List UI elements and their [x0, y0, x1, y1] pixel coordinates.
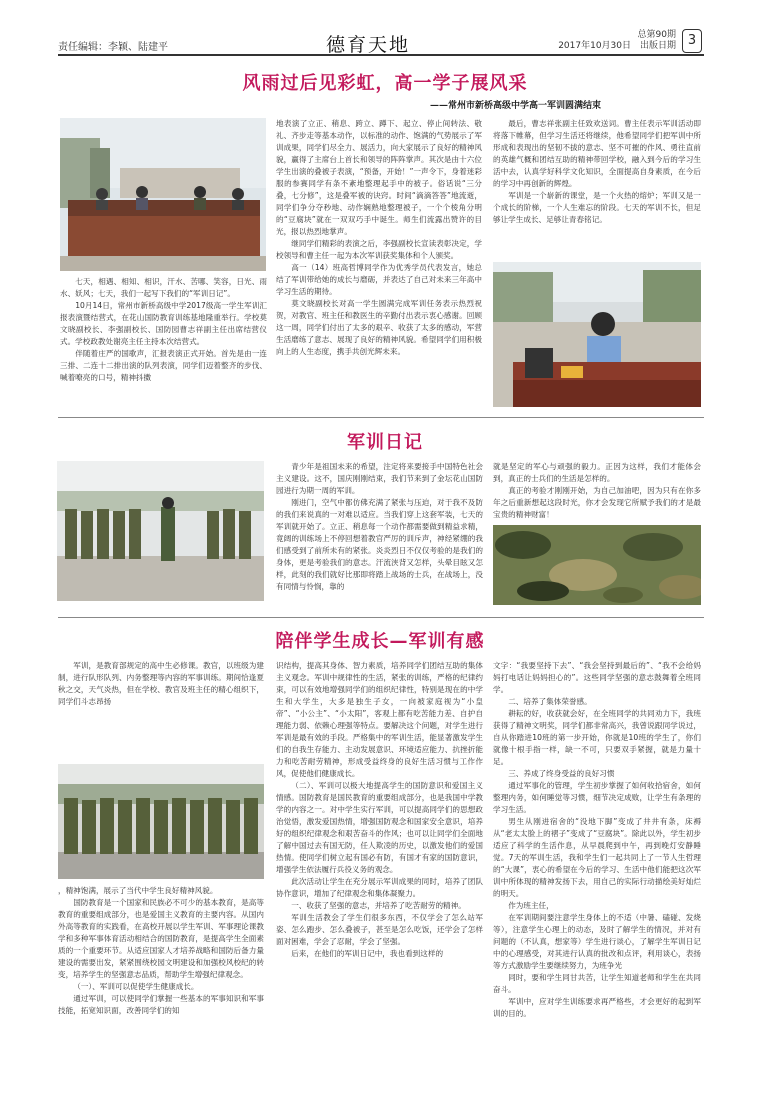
section-divider [58, 417, 704, 418]
article2-column-1 [276, 461, 483, 593]
paragraph: 国防教育是一个国家和民族必不可少的基本教育，是高等教育的重要组成部分，也是爱国主义教育的主要内容。从国内外高等教育的实践看，在高校开展以学生军训、军事理论课教学和多种军事体育活动相结合的国防教育，是提高学生全面素质的一个重要环节。从适应国家人才培养战略和国防后备力量建设的需要出发，紧紧围绕校园文明建设和加强校风校纪的转变，培养学生的坚强意志品质，帮助学生增强纪律观念。 [58, 898, 264, 979]
paragraph: 继同学们精彩的表演之后，李强副校长宣读表彰决定，学校领导和曹主任一起为本次军训获奖集体和个人颁奖。 [276, 239, 482, 260]
paragraph: 莫文晓副校长对高一学生圆满完成军训任务表示热烈祝贺，对教官、班主任和教医生的辛勤付出表示衷心感谢。回顾这一周，同学们付出了太多的艰辛、收获了太多的感动，军营生活磨练了意志、展现了良好的精神风貌。希望同学们用积极向上的人生态度，携手共创光辉未来。 [276, 299, 482, 356]
issue-number: 总第90期 [637, 30, 676, 40]
article2-title: 军训日记 [347, 432, 423, 453]
editors-line: 责任编辑：李颖、陆建平 [58, 42, 168, 53]
paragraph: 青少年是祖国未来的希望，注定将来要接手中国特色社会主义建设。这不，国庆刚刚结束，我们节来到了金坛花山国防园进行为期一周的军训。 [276, 462, 483, 495]
page-number: 3 [682, 29, 702, 53]
article1-column-3 [493, 118, 701, 226]
section-divider [58, 617, 704, 618]
article3-title: 陪伴学生成长—军训有感 [275, 631, 485, 652]
article2-column-2 [493, 461, 701, 521]
paragraph: 同时，要和学生同甘共苦，让学生知道老师和学生在共同奋斗。 [493, 973, 701, 994]
article1-column-1 [60, 276, 267, 384]
paragraph: （一）、军训可以促使学生健康成长。 [73, 982, 199, 991]
paragraph: ，精神饱满，展示了当代中学生良好精神风貌。 [58, 886, 218, 895]
masthead-title: 德育天地 [326, 34, 411, 56]
paragraph: 后来，在他们的军训日记中，我也看到这样的 [291, 949, 444, 958]
paragraph: 文字：“我要坚持下去”、“我会坚持到最后的”、“我不会给妈妈打电话让妈妈担心的”。这些同学坚强的意志鼓舞着全班同学。 [493, 661, 701, 694]
article3-column-1-bottom [58, 885, 264, 1017]
paragraph: 军训中，应对学生训练要求再严格些，才会更好的起到军训的目的。 [493, 997, 701, 1018]
paragraph: 就是坚定的军心与顽强的毅力。正因为这样，我们才能体会到，真正的士兵们的生活是怎样的。 [493, 462, 701, 483]
drill-photo [57, 461, 264, 601]
paragraph: 10月14日，常州市新桥高级中学2017级高一学生军训汇报表演暨结营式，在花山国防教育训练基地隆重举行。学校莫文晓副校长、李强副校长、国防园曹志祥副主任出席结营仪式。学校政教处谢亮主任主持本次结营式。 [60, 301, 267, 346]
paragraph: 伴随着庄严的国歌声，汇报表演正式开始。首先是由一连三排、二连十二排出演的队列表演，同学们迈着整齐的步伐、喊着嘹亮的口号，精神抖擞 [60, 349, 267, 382]
article1-byline: ——常州市新桥高级中学高一军训圆满结束 [430, 101, 602, 111]
paragraph: 三、养成了终身受益的良好习惯 [508, 769, 615, 778]
paragraph: 此次活动让学生在充分展示军训成果的同时，培养了团队协作意识，增加了纪律观念和集体凝聚力。 [276, 877, 483, 898]
article1-title: 风雨过后见彩虹，高一学子展风采 [242, 73, 528, 94]
camouflage-photo [493, 525, 701, 605]
paragraph: 军训生活教会了学生们很多东西，不仅学会了怎么站军姿、怎么跑步、怎么叠被子，甚至是怎么吃饭，还学会了怎样面对困难，学会了忍耐，学会了坚强。 [276, 913, 483, 946]
issue-date: 2017年10月30日 出版日期 [558, 41, 676, 51]
paragraph: 识结构，提高其身体、智力素质，培养同学们团结互助的集体主义观念。军训中规律性的生活，紧张的训练，严格的纪律约束，可以有效地增强同学们的组织纪律性，特别是现在的中学生和大学生，大多是独生子女，一向被家庭视为“小皇帝”、“小公主”、“小太阳”，客观上都有吃苦能力差、自护自理能力弱、依赖心理强等特点。要解决这个问题，对学生进行军训是最有效的手段。严格集中的军训生活，能显著激发学生们的自我生存能力、主动发展意识、环境适应能力、抗挫折能力和吃苦耐劳精神，形成受益终身的良好生活习惯与工作作风，促使他们健康成长。 [276, 661, 483, 778]
paragraph: 地表演了立正、稍息、跨立、蹲下、起立、停止间转法、敬礼、齐步走等基本动作，以标准的动作、饱满的气势展示了军训成果，同学们尽全力、展活力，向大家展示了良好的精神风貌，赢得了主席台上首长和领导的阵阵掌声。其次是由十六位学生出演的叠被子表演，“预备，开始！”一声令下，身着迷彩服的参赛同学有条不紊地整理起手中的被子。俗话说“三分叠，七分修”，这是叠军被的诀窍。时间“滴滴答答”地流逝，同学们争分夺秒地、动作娴熟地整理被子，一个个棱角分明的“豆腐块”就在一双双巧手中诞生。师生们流露出赞许的目光，报以热烈地掌声。 [276, 119, 482, 236]
speaker-photo [493, 262, 701, 407]
ceremony-photo [60, 118, 266, 271]
paragraph: 通过军事化的管理，学生初步掌握了如何收拾宿舍，如何整理内务，如何睡觉等习惯，细节决定成败，让学生有条理的学习生活。 [493, 781, 701, 814]
paragraph: 七天，相遇、相知、相识，汗水、苦哪、笑容，日光、雨水、妖风；七天，我们一起写下我们的“军训日记”。 [60, 277, 267, 298]
article3-column-1-top [58, 660, 264, 708]
paragraph: 耕耘的好，收获就会好，在全班同学的共同劝力下，我班获得了精神文明奖，同学们都非常高兴，我曾说跟同学说过，自从你踏进10班的第一步开始，你就是10班的学生了，你们就像十根手指一样，缺一不可，只要双手紧握，就是力量十足。 [493, 709, 701, 766]
issue-info [558, 30, 676, 52]
paragraph: 军训是一个崭新的课堂，是一个火热的熔炉；军训又是一个成长的阶梯，一个人生难忘的阶段。七天的军训不长，但足够让学生成长、足够让青春铭记。 [493, 191, 701, 224]
paragraph: 刚进门，空气中都仿佛充满了紧张与压迫，对于我不及防的我们来说真的一对难以适应。当我们穿上这套军装，七天的军训就开始了。立正、稍息每一个动作都需要做到精益求精，竟阔的训练场上不停回想着教官严厉的训斥声，神经紧绷的我们感受到了前所未有的紧张。炎炎烈日不仅仅考验的是我们的身体，更是考验我们的意志。汗流浃背又怎样，头晕目眩又怎样，此刻的我们就好比那即将踏上战场的士兵，在战场上，没有同情与怜悯，靠的 [276, 498, 483, 591]
paragraph: 在军训期间要注意学生身体上的不适（中暑、磕碰、发烧等），注意学生心理上的动态，及时了解学生的情况，并对有问题的（不认真，想家等）学生进行谈心，了解学生军训日记中的心理感受，对其进行认真的批改和点评，利用谈心，表扬等方式激励学生要继续努力，为班争光 [493, 913, 701, 970]
paragraph: 作为班主任， [508, 901, 554, 910]
paragraph: 最后，曹志祥张副主任致欢送词。曹主任表示军训活动即将落下帷幕，但学习生活还将继续，他希望同学们把军训中所形成和表现出的坚韧不拔的意志、坚不可摧的作风、勇往直前的英雄气概和团结互助的精神带回学校，融入到今后的学习生活中去，认真学好科学文化知识，全面提高自身素质，在今后的学习中再创新的辉煌。 [493, 119, 701, 188]
page-header [58, 30, 704, 56]
parade-photo [58, 764, 264, 879]
paragraph: 一、收获了坚强的意志，并培养了吃苦耐劳的精神。 [291, 901, 466, 910]
paragraph: 通过军训，可以使同学们掌握一些基本的军事知识和军事技能，拓宽知识面，改善同学们的知 [58, 994, 264, 1015]
article3-column-3 [493, 660, 701, 1020]
paragraph: 军训，是教育部规定的高中生必修课。教官，以班级为建制，进行队形队列、内务整理等内容的军事训练。期间恰逢夏秋之交，天气炎热，但在学校、教官及班主任的精心组织下，同学们斗志昂扬 [58, 661, 264, 706]
paragraph: 二、培养了集体荣誉感。 [508, 697, 592, 706]
paragraph: 男生从刚进宿舍的“没地下脚”变成了井井有条，床褥从“老太太脸上的褶子”变成了“豆腐块”。除此以外，学生初步适应了科学的生活作息，从早晨爬到中午，再到晚灯安静睡觉。7天的军训生活，我和学生们一起共同上了一节人生哲理的“大课”，衷心的希望在今后的学习、生活中他们能把这次军训中所体现的精神发扬下去，用自己的实际行动描绘美好灿烂的明天。 [493, 817, 701, 898]
paragraph: 真正的考验才刚刚开始，为自己加油吧，因为只有在你多年之后重新想起这段时光，你才会发现它所赋予我们的才是最宝贵的精神财富！ [493, 486, 701, 519]
article1-column-2 [276, 118, 482, 358]
paragraph: （二）、军训可以极大地提高学生的国防意识和爱国主义情感。国防教育是国民教育的重要组成部分，也是我国中学教学的内容之一。对中学生实行军训，可以提高同学们的思想政治觉悟，激发爱国热情，增强国防观念和国家安全意识，培养好的组织纪律观念和艰苦奋斗的作风；也可以让同学们全面地了解中国过去有国无防，任人欺凌的历史，以激发他们的爱国热情。使同学们树立起有国必有防，有国才有家的国防意识，增强学生依法履行兵役义务的观念。 [276, 781, 483, 874]
paragraph: 高一（14）班高哲博同学作为优秀学员代表发言，她总结了军训带给她的成长与磨砺，并表达了自己对未来三年高中学习生活的期待。 [276, 263, 482, 296]
article3-column-2 [276, 660, 483, 960]
